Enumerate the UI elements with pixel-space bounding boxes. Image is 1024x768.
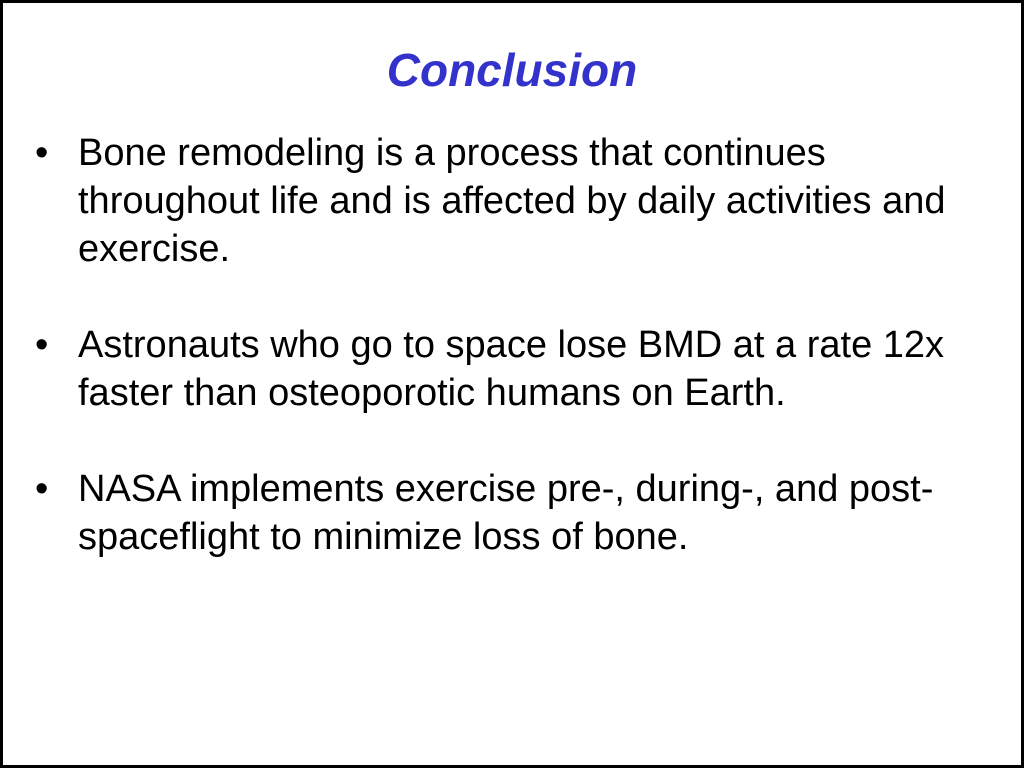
slide-title: Conclusion (386, 44, 638, 96)
bullet-item (33, 129, 1003, 273)
bullet-text: NASA implements exercise pre-, during-, and post-spaceflight to minimize loss of bone. (78, 468, 934, 558)
bullet-list (33, 129, 1003, 609)
bullet-text: Bone remodeling is a process that continues throughout life and is affected by daily activities and exercise. (78, 132, 946, 270)
bullet-marker: • (35, 132, 49, 174)
bullet-text: Astronauts who go to space lose BMD at a rate 12x faster than osteoporotic humans on Earth. (78, 324, 945, 414)
bullet-item (33, 465, 1003, 561)
bullet-marker: • (35, 468, 49, 510)
bullet-marker: • (35, 324, 49, 366)
bullet-item (33, 321, 1003, 417)
